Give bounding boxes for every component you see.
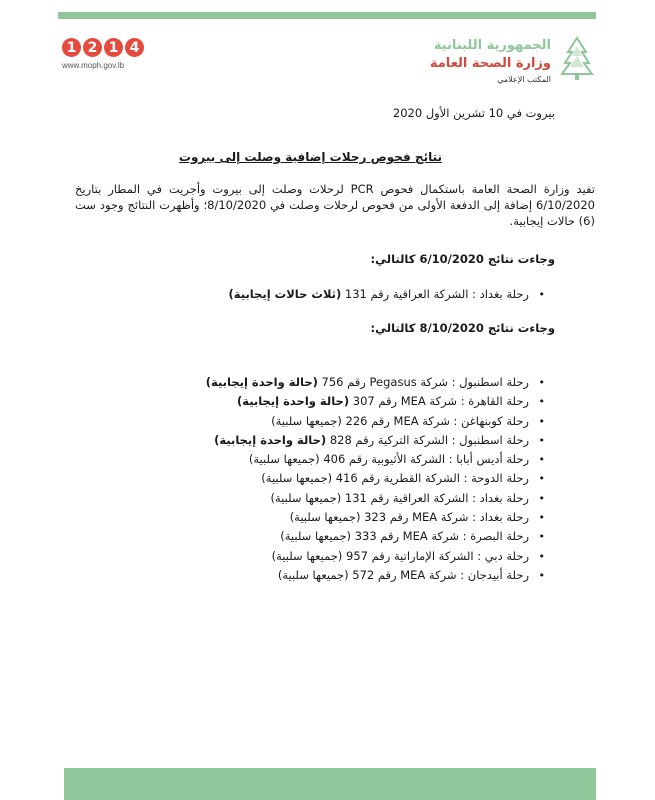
cedar-logo-icon xyxy=(559,36,595,82)
website-text: www.moph.gov.lb xyxy=(62,61,125,70)
section2-heading: وجاءت نتائج 8/10/2020 كالتالي: xyxy=(370,321,555,335)
list-item xyxy=(206,373,545,392)
hotline-digit: 1 xyxy=(104,38,123,57)
item-result: (حالة واحدة إيجابية) xyxy=(205,375,318,389)
item-text: رحلة أديس أبابا : الشركة الأثيوبية رقم 406 (جميعها سلبية) xyxy=(248,452,529,467)
item-result: (حالة واحدة إيجابية) xyxy=(214,432,327,447)
item-text: رحلة اسطنبول : شركة Pegasus رقم 756 xyxy=(317,375,529,389)
item-text: رحلة الدوحة : الشركة القطرية رقم 416 (جميعها سلبية) xyxy=(261,471,529,486)
intro-paragraph: تفيد وزارة الصحة العامة باستكمال فحوص PCR لرحلات وصلت إلى بيروت وأجريت في المطار بتاريخ 6/10/2020 إضافة إلى الدفعة الأولى من فحوص لرحلات وصلت في 8/10/2020؛ وأظهرت النتائج وجود ست (6) حالات إيجابية. xyxy=(75,182,595,228)
list-item xyxy=(206,547,545,566)
list-item xyxy=(206,431,545,450)
top-green-bar xyxy=(58,12,596,19)
ministry-line-1: الجمهورية اللبنانية xyxy=(433,38,551,53)
list-item xyxy=(206,566,545,585)
hotline-digit: 2 xyxy=(83,38,102,57)
hotline-digit: 1 xyxy=(62,38,81,57)
list-item xyxy=(206,527,545,546)
list-item xyxy=(206,508,545,527)
list-item xyxy=(206,392,545,411)
item-text: رحلة اسطنبول : الشركة التركية رقم 828 xyxy=(326,432,529,447)
ministry-header xyxy=(365,36,595,86)
item-text: رحلة دبي : الشركة الإماراتية رقم 957 (جميعها سلبية) xyxy=(271,548,529,563)
list-item xyxy=(206,489,545,508)
item-text: رحلة القاهرة : شركة MEA رقم 307 xyxy=(349,394,529,409)
section1-heading: وجاءت نتائج 6/10/2020 كالتالي: xyxy=(370,252,555,266)
section1-list xyxy=(229,285,545,304)
document-title: نتائج فحوص رحلات إضافية وصلت إلى بيروت xyxy=(178,150,442,164)
item-result: (حالة واحدة إيجابية) xyxy=(237,394,350,409)
list-item xyxy=(229,285,545,304)
section2-list xyxy=(206,373,545,585)
bottom-green-bar xyxy=(64,768,596,800)
item-text: رحلة البصرة : شركة MEA رقم 333 (جميعها سلبية) xyxy=(280,529,529,544)
item-text: رحلة بغداد : شركة MEA رقم 323 (جميعها سلبية) xyxy=(289,510,529,525)
item-text: رحلة بغداد : الشركة العراقية رقم 131 (جميعها سلبية) xyxy=(270,490,529,505)
list-item xyxy=(206,412,545,431)
ministry-line-2: وزارة الصحة العامة xyxy=(429,56,551,71)
item-text: رحلة كوبنهاغن : شركة MEA رقم 226 (جميعها سلبية) xyxy=(271,413,529,428)
document-date: بيروت في 10 تشرين الأول 2020 xyxy=(392,106,555,120)
item-text: رحلة بغداد : الشركة العراقية رقم 131 xyxy=(341,287,529,301)
list-item xyxy=(206,469,545,488)
list-item xyxy=(206,450,545,469)
item-text: رحلة أبيدجان : شركة MEA رقم 572 (جميعها سلبية) xyxy=(277,567,529,582)
hotline-digit: 4 xyxy=(125,38,144,57)
ministry-line-3: المكتب الإعلامي xyxy=(497,75,551,84)
hotline-logo xyxy=(62,38,144,57)
item-result: (ثلاث حالات إيجابية) xyxy=(228,287,342,301)
